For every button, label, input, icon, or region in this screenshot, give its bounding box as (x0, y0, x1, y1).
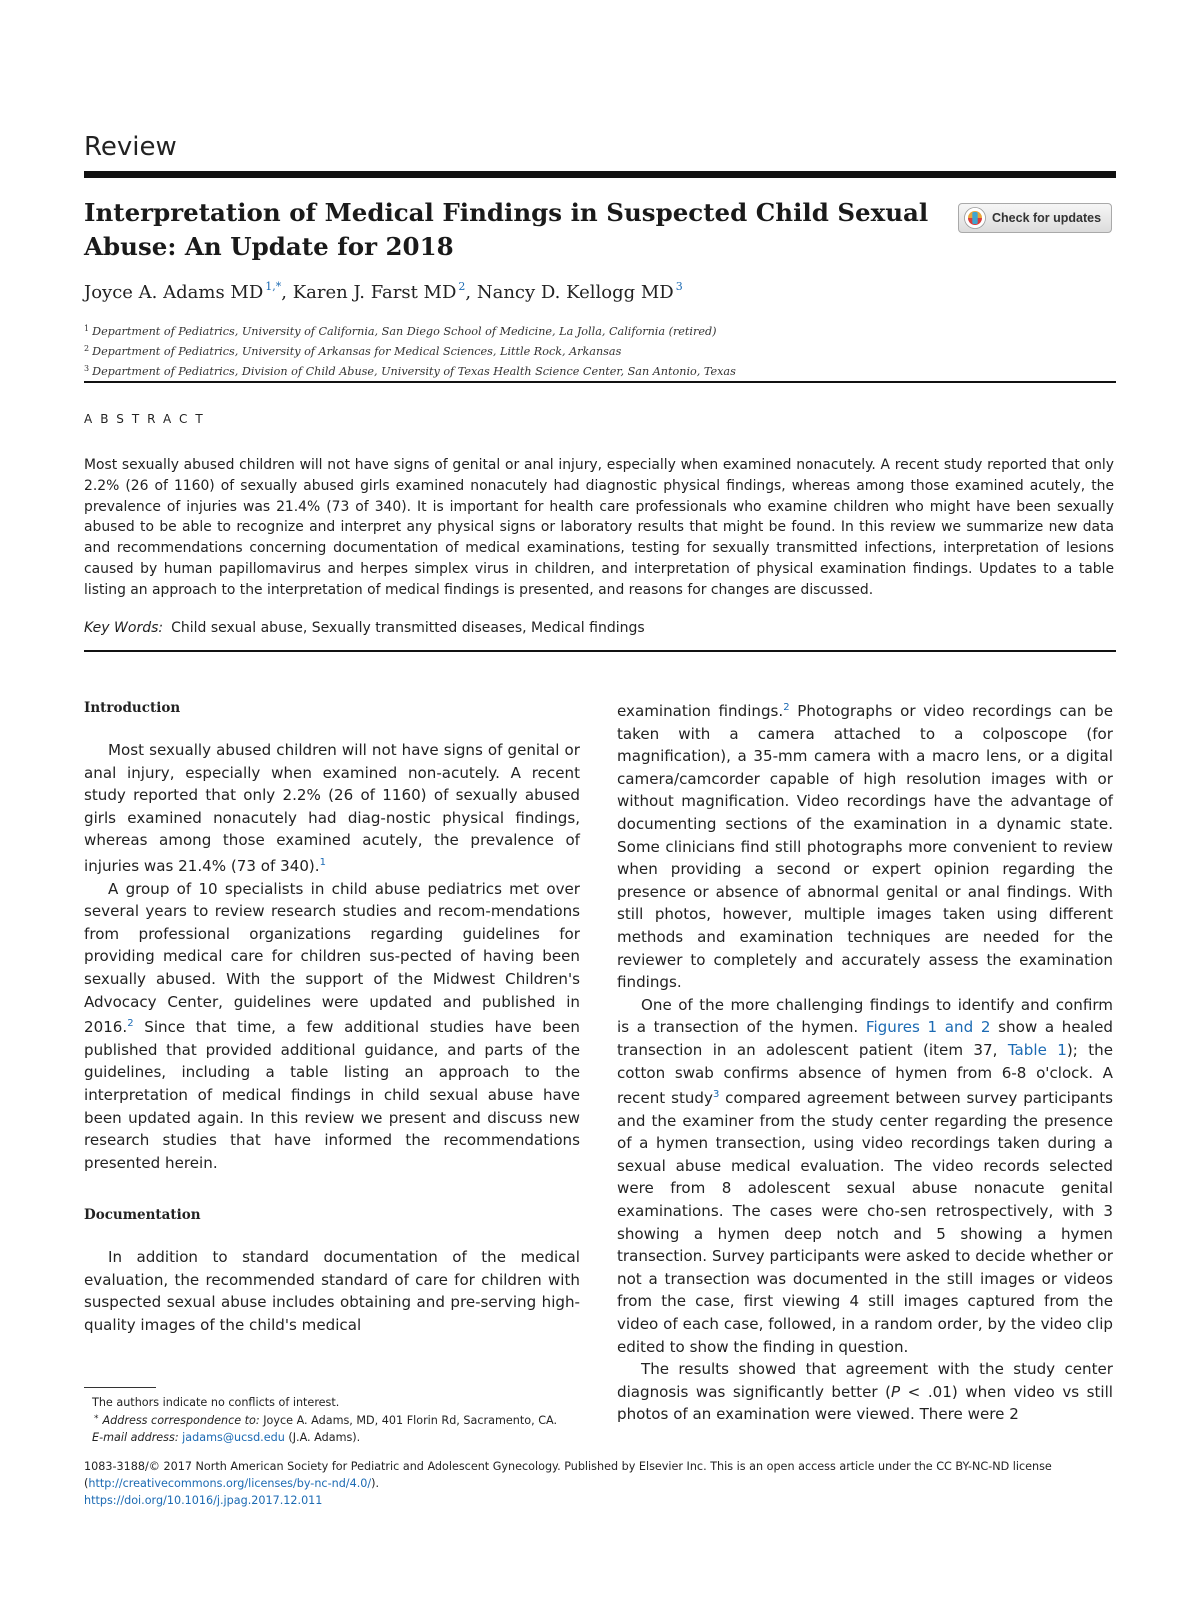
paragraph-text: The results showed that agreement with the study center diagnosis was significantly better ( (617, 1360, 1113, 1401)
citation-ref[interactable]: 2 (127, 1018, 134, 1030)
author-name: Karen J. Farst MD (292, 282, 457, 303)
license-line (84, 1475, 1116, 1492)
author-affil-ref[interactable]: 3 (675, 280, 683, 293)
citation-ref[interactable]: 3 (712, 1089, 720, 1101)
left-column (84, 697, 580, 1337)
license-paren: ). (371, 1477, 380, 1490)
author-affil-ref[interactable]: 1,* (265, 280, 282, 293)
intro-paragraph-2 (84, 878, 580, 1175)
email-line (92, 1429, 582, 1446)
paragraph-text: Since that time, a few additional studies have been published that provided additional guidance, and parts of the guidelines, including a table listing an approach to the interpretation of medical findings in child sexual abuse have been updated again. In this review we present and discuss new research studies that have informed the recommendations presented herein. (84, 1018, 580, 1172)
author-name: Nancy D. Kellogg MD (476, 282, 674, 303)
abstract-heading: ABSTRACT (84, 412, 211, 426)
paragraph-text: examination findings. (617, 702, 784, 720)
affiliation-number: 3 (84, 364, 90, 373)
paragraph-text: Photographs or video recordings can be taken with a camera attached to a colposcope (for magnification), a 35-mm camera with a macro lens, or a digital camera/camcorder capable of high resolution images with or without magnification. Video recordings have the advantage of documenting sections of the examination in a dynamic state. Some clinicians find still photographs more convenient to review when providing a second or expert opinion regarding the presence or absence of abnormal genital or anal findings. With still photos, however, multiple images taken using different methods and examination techniques are needed for the reviewer to completely and accurately assess the examination findings. (617, 702, 1113, 992)
correspondence-text: Joyce A. Adams, MD, 401 Florin Rd, Sacramento, CA. (259, 1414, 558, 1427)
citation-ref[interactable]: 1 (319, 856, 326, 868)
conflict-statement: The authors indicate no conflicts of interest. (92, 1396, 340, 1409)
documentation-paragraph-1: In addition to standard documentation of the medical evaluation, the recommended standard of care for children with suspected sexual abuse includes obtaining and pre-serving high-quality images of the child's medical (84, 1248, 580, 1335)
license-paren: ( (84, 1477, 89, 1490)
table-link[interactable]: Table 1 (1007, 1040, 1067, 1059)
intro-heading: Introduction (84, 700, 181, 716)
crossmark-icon (964, 207, 986, 229)
license-link[interactable]: http://creativecommons.org/licenses/by-nc-nd/4.0/ (88, 1477, 372, 1490)
keywords (84, 620, 645, 636)
keywords-label: Key Words: (84, 620, 164, 636)
right-column (617, 697, 1113, 1426)
right-paragraph-2 (617, 994, 1113, 1359)
intro-paragraph-1 (84, 739, 580, 878)
correspondence (92, 1411, 582, 1429)
article-title: Interpretation of Medical Findings in Suspected Child Sexual Abuse: An Update for 2018 (84, 198, 929, 261)
affiliation-number: 2 (84, 344, 90, 353)
check-for-updates-button[interactable] (958, 203, 1112, 233)
paragraph-text: compared agreement between survey participants and the examiner from the study center regarding the presence of a hymen transection, using video recordings taken during a sexual abuse medical evaluation. The video records selected were from 8 adolescent sexual abuse nonacute genital examinations. The cases were cho-sen retrospectively, with 3 showing a hymen deep notch and 5 showing a hymen transection. Survey participants were asked to decide whether or not a transection was documented in the still images or videos from the case, first viewing 4 still images captured from the video of each case, followed, in a random order, by the video clip edited to show the finding in question. (617, 1089, 1114, 1356)
abstract-bottom-rule (84, 650, 1116, 652)
check-for-updates-label: Check for updates (992, 211, 1102, 225)
p-value-symbol: P (891, 1382, 901, 1401)
affiliation-number: 1 (84, 324, 90, 333)
affiliation (84, 340, 736, 360)
affiliation (84, 360, 736, 380)
author-list: Joyce A. Adams MD $^{1,*}$, Karen J. Farst MD $^2$, Nancy D. Kellogg MD $^3$ (84, 280, 683, 303)
paragraph-text: < .01) when video vs still photos of an examination were viewed. There were 2 (617, 1382, 1114, 1424)
author-affil-ref[interactable]: 2 (458, 280, 466, 293)
paragraph-text: A group of 10 specialists in child abuse pediatrics met over several years to review research studies and recom-mendations from professional organizations regarding guidelines for providing medical care for children sus-pected of having been sexually abused. With the support of the Midwest Children's Advocacy Center, guidelines were updated and published in 2016. (84, 879, 580, 1037)
paragraph-text: ); the cotton swab confirms absence of hymen from 6-8 o'clock. A recent study (617, 1040, 1113, 1108)
abstract-text: Most sexually abused children will not have signs of genital or anal injury, especially when examined nonacutely. A recent study reported that only 2.2% (26 of 1160) of sexually abused girls examined nonacutely had diagnostic physical findings, whereas among those examined acutely, the prevalence of injuries was 21.4% (73 of 340). It is important for health care professionals who examine children who might have been sexually abused to be able to recognize and interpret any physical signs or laboratory results that might be found. In this review we summarize new data and recommendations concerning documentation of medical examinations, testing for sexually transmitted infections, interpretation of lesions caused by human papillomavirus and herpes simplex virus in children, and interpretation of physical examination findings. Updates to a table listing an approach to the interpretation of medical findings is presented, and reasons for changes are discussed. (84, 457, 1114, 598)
header-rule (84, 171, 1116, 178)
author-name: Joyce A. Adams MD (84, 282, 264, 303)
affiliation (84, 320, 736, 340)
footnote-rule (84, 1387, 156, 1388)
doi-link[interactable]: https://doi.org/10.1016/j.jpag.2017.12.011 (84, 1494, 323, 1507)
paragraph-text: Most sexually abused children will not have signs of genital or anal injury, especially when examined non-acutely. A recent study reported that only 2.2% (26 of 1160) of sexually abused girls examined nonacutely had diag-nostic physical findings, whereas among those examined acutely, the prevalence of injuries was 21.4% (73 of 340). (84, 741, 580, 875)
footnote-marker: * (94, 1414, 99, 1424)
affiliation-text: Department of Pediatrics, University of California, San Diego School of Medicine, La Jolla, California (retired) (92, 325, 717, 338)
right-paragraph-1 (617, 697, 1113, 994)
correspondence-label: Address correspondence to: (102, 1414, 260, 1427)
footnotes (92, 1394, 582, 1446)
paragraph-text: show a healed transection in an adolescent patient (item 37, (617, 1018, 1113, 1059)
copyright-line: 1083-3188/© 2017 North American Society for Pediatric and Adolescent Gynecology. Published by Elsevier Inc. This is an open access article under the CC BY-NC-ND license (84, 1460, 1052, 1473)
affiliation-list (84, 320, 736, 380)
documentation-heading: Documentation (84, 1207, 201, 1224)
paragraph-text: One of the more challenging findings to identify and confirm is a transection of the hymen. (617, 995, 1113, 1037)
publication-info (84, 1458, 1116, 1509)
right-paragraph-3 (617, 1358, 1113, 1426)
affiliation-text: Department of Pediatrics, Division of Child Abuse, University of Texas Health Science Center, San Antonio, Texas (92, 365, 736, 378)
keywords-text: Child sexual abuse, Sexually transmitted diseases, Medical findings (171, 620, 645, 636)
abstract-top-rule (84, 381, 1116, 383)
affiliation-text: Department of Pediatrics, University of Arkansas for Medical Sciences, Little Rock, Arkansas (92, 345, 622, 358)
figure-link[interactable]: Figures 1 and 2 (865, 1018, 991, 1037)
citation-ref[interactable]: 2 (783, 702, 790, 713)
section-label: Review (84, 132, 177, 162)
email-link[interactable]: jadams@ucsd.edu (182, 1431, 285, 1444)
email-label: E-mail address: (92, 1431, 179, 1444)
email-suffix: (J.A. Adams). (284, 1431, 361, 1444)
